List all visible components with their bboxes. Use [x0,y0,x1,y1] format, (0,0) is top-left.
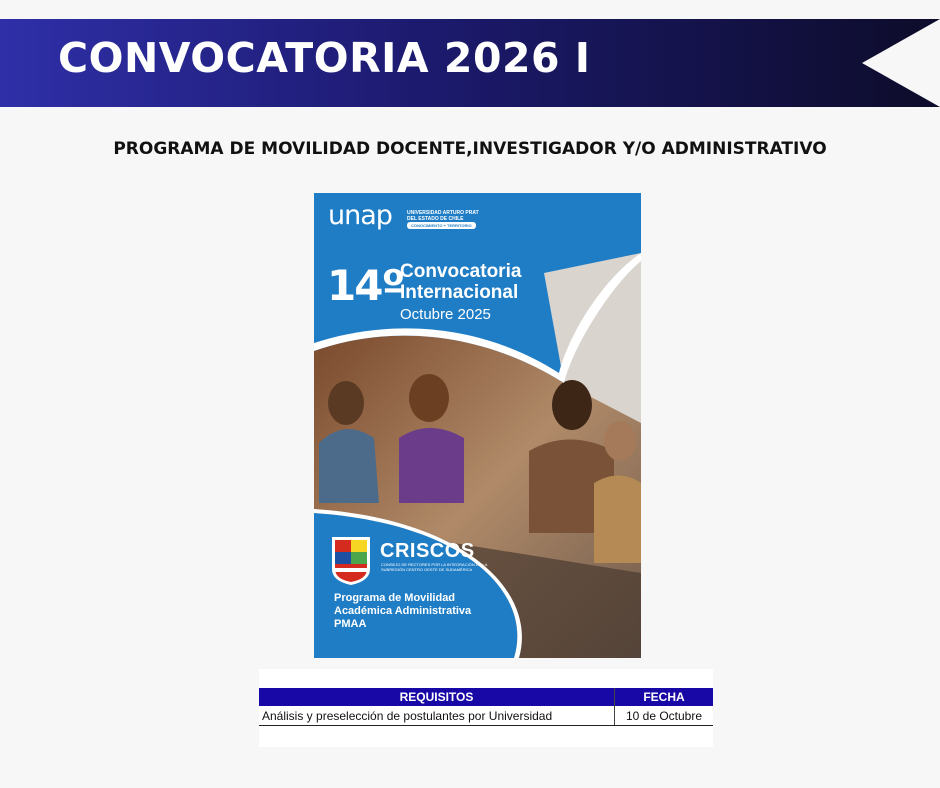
convocatoria-poster [314,193,641,658]
table-row [259,706,713,726]
program-subtitle: PROGRAMA DE MOVILIDAD DOCENTE,INVESTIGADOR Y/O ADMINISTRATIVO [113,139,827,159]
university-tagline: CONOCIMIENTO + TERRITORIO [407,222,476,229]
university-name: UNIVERSIDAD ARTURO PRAT DEL ESTADO DE CHILE [407,210,479,222]
header-fecha: FECHA [615,688,714,706]
requirements-table-container [259,669,713,747]
edition-number: 14º [327,261,404,310]
requirement-cell: Análisis y preselección de postulantes por Universidad [259,706,615,726]
header-requisitos: REQUISITOS [259,688,615,706]
criscos-shield-icon [330,535,372,587]
program-name: Programa de Movilidad Académica Administrativa PMAA [334,592,472,630]
date-cell: 10 de Octubre [615,706,714,726]
banner-arrow-notch [862,19,940,107]
criscos-name: CRISCOS [380,540,475,562]
table-header-row [259,688,713,706]
requirements-table [259,688,713,726]
unap-logo: unap [328,200,392,231]
poster-title-line2: Internacional [400,282,519,303]
criscos-description: CONSEJO DE RECTORES POR LA INTEGRACIÓN DE LA SUBREGIÓN CENTRO OESTE DE SUDAMÉRICA [381,562,488,572]
poster-date: Octubre 2025 [400,306,491,323]
poster-title-line1: Convocatoria [400,261,522,282]
page-title: CONVOCATORIA 2026 I [58,34,591,82]
